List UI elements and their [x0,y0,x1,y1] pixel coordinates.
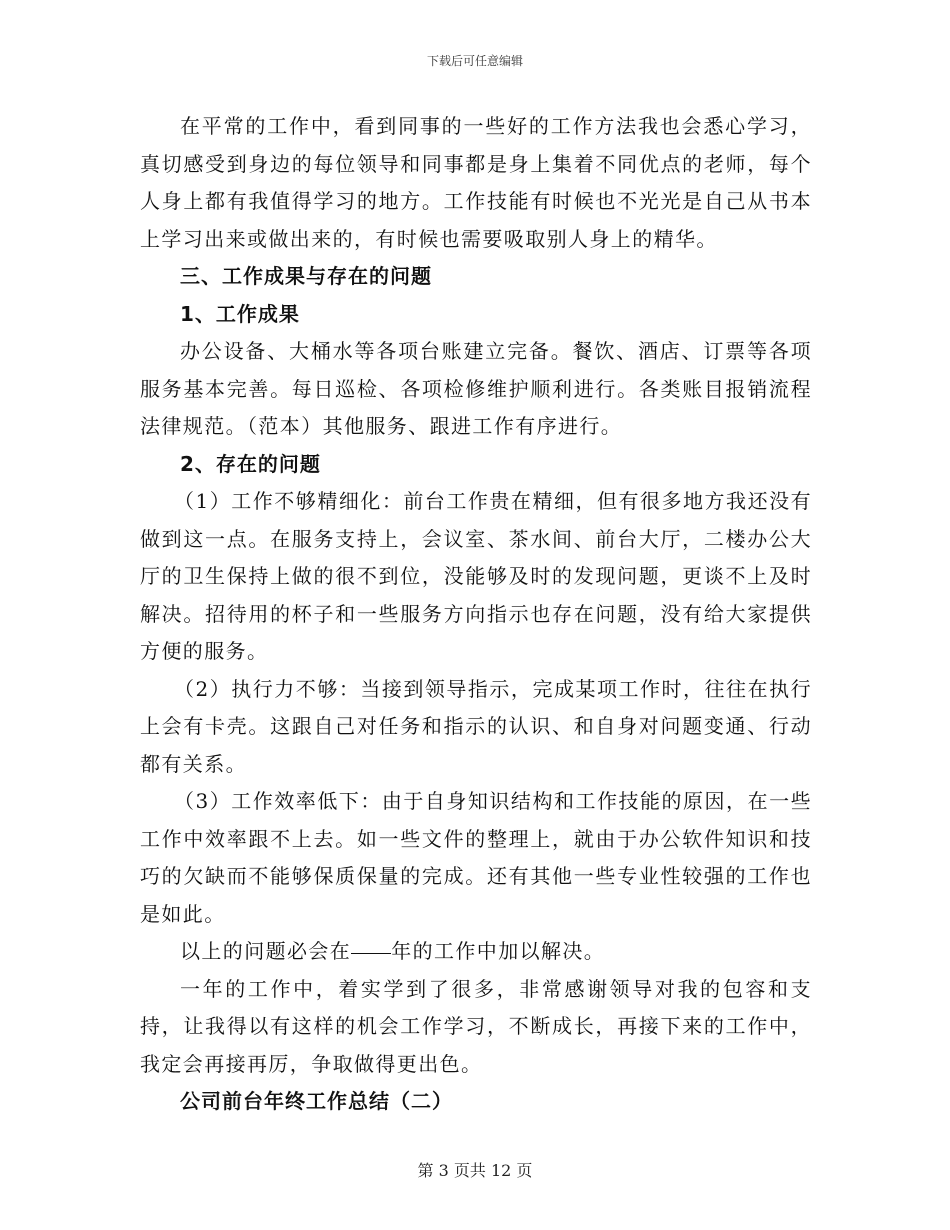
fill-blank [351,952,391,954]
page-footer: 第 3 页共 12 页 [417,1161,533,1180]
document-body [140,108,812,1121]
paragraph-text: 以上的问题必会在 [180,939,352,963]
section-heading: 三、工作成果与存在的问题 [180,264,432,288]
paragraph: （1）工作不够精细化：前台工作贵在精细，但有很多地方我还没有做到这一点。在服务支持上，会议室、茶水间、前台大厅，二楼办公大厅的卫生保持上做的很不到位，没能够及时的发现问题，更谈不上及时解决。招待用的杯子和一些服务方向指示也存在问题，没有给大家提供方便的服务。 [140,489,812,663]
paragraph: 在平常的工作中，看到同事的一些好的工作方法我也会悉心学习，真切感受到身边的每位领导和同事都是身上集着不同优点的老师，每个人身上都有我值得学习的地方。工作技能有时候也不光光是自己从书本上学习出来或做出来的，有时候也需要吸取别人身上的精华。 [140,114,812,251]
paragraph: （2）执行力不够：当接到领导指示，完成某项工作时，往往在执行上会有卡壳。这跟自己对任务和指示的认识、和自身对问题变通、行动都有关系。 [140,676,812,776]
subsection-heading: 2、存在的问题 [180,451,321,476]
paragraph: 一年的工作中，着实学到了很多，非常感谢领导对我的包容和支持，让我得以有这样的机会工作学习，不断成长，再接下来的工作中，我定会再接再厉，争取做得更出色。 [140,976,812,1076]
paragraph: 办公设备、大桶水等各项台账建立完备。餐饮、酒店、订票等各项服务基本完善。每日巡检、各项检修维护顺利进行。各类账目报销流程法律规范。（范本）其他服务、跟进工作有序进行。 [140,339,812,438]
subsection-heading: 1、工作成果 [180,301,300,326]
paragraph: （3）工作效率低下：由于自身知识结构和工作技能的原因，在一些工作中效率跟不上去。如一些文件的整理上，就由于办公软件知识和技巧的欠缺而不能够保质保量的完成。还有其他一些专业性较强的工作也是如此。 [140,789,812,926]
paragraph-text: 年的工作中加以解决。 [391,939,606,963]
paragraph [140,933,812,971]
document-title: 公司前台年终工作总结（二） [180,1089,453,1113]
page-header: 下载后可任意编辑 [426,54,523,68]
